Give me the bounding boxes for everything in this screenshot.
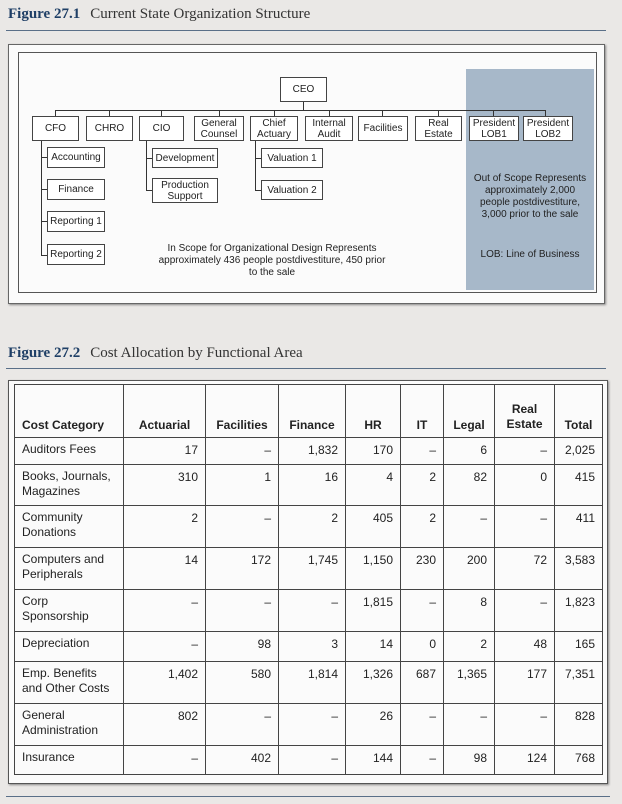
value-cell: 1,365 [444, 662, 495, 704]
header-cell: Legal [444, 385, 495, 438]
value-cell: – [206, 704, 279, 746]
general-counsel-box: General Counsel [194, 116, 244, 141]
table-row [15, 746, 603, 775]
cost-category-cell: Auditors Fees [15, 438, 124, 465]
value-cell: – [206, 438, 279, 465]
value-cell: – [495, 506, 555, 548]
value-cell: 14 [124, 548, 206, 590]
finance-box: Finance [47, 179, 105, 200]
value-cell: – [401, 746, 444, 775]
cost-category-cell: Corp Sponsorship [15, 590, 124, 632]
value-cell: 411 [555, 506, 603, 548]
value-cell: 415 [555, 465, 603, 506]
table-row [15, 590, 603, 632]
value-cell: 98 [206, 632, 279, 662]
value-cell: – [444, 506, 495, 548]
value-cell: – [495, 704, 555, 746]
cfo-box: CFO [32, 116, 79, 141]
value-cell: 172 [206, 548, 279, 590]
cost-allocation-table [14, 384, 603, 775]
value-cell: – [495, 590, 555, 632]
value-cell: – [401, 438, 444, 465]
valuation-1-box: Valuation 1 [261, 148, 323, 168]
cost-category-cell: Books, Journals, Magazines [15, 465, 124, 506]
value-cell: 48 [495, 632, 555, 662]
chro-box: CHRO [86, 116, 133, 141]
value-cell: 1,150 [346, 548, 401, 590]
value-cell: 0 [495, 465, 555, 506]
figure-title: Cost Allocation by Functional Area [90, 345, 303, 361]
org-chart [8, 44, 605, 304]
value-cell: – [279, 746, 346, 775]
divider [6, 796, 610, 797]
value-cell: 17 [124, 438, 206, 465]
value-cell: 580 [206, 662, 279, 704]
development-box: Development [152, 148, 218, 168]
table-row [15, 438, 603, 465]
value-cell: 124 [495, 746, 555, 775]
real-estate-box: Real Estate [415, 116, 462, 141]
value-cell: – [279, 590, 346, 632]
value-cell: 1 [206, 465, 279, 506]
president-lob2-box: President LOB2 [523, 116, 573, 141]
header-cell: Total [555, 385, 603, 438]
header-cell: Actuarial [124, 385, 206, 438]
value-cell: – [124, 632, 206, 662]
value-cell: 1,326 [346, 662, 401, 704]
table-row [15, 704, 603, 746]
connector [146, 141, 147, 191]
connector [55, 110, 545, 111]
cio-box: CIO [139, 116, 184, 141]
facilities-box: Facilities [358, 116, 408, 141]
value-cell: 1,402 [124, 662, 206, 704]
connector [303, 102, 304, 110]
table-header-row [15, 385, 603, 438]
ceo-box: CEO [280, 77, 327, 102]
value-cell: 405 [346, 506, 401, 548]
value-cell: 402 [206, 746, 279, 775]
value-cell: – [279, 704, 346, 746]
value-cell: – [124, 746, 206, 775]
value-cell: 144 [346, 746, 401, 775]
table-row [15, 548, 603, 590]
figure-number: Figure 27.1 [8, 6, 81, 22]
value-cell: 72 [495, 548, 555, 590]
header-cell: IT [401, 385, 444, 438]
value-cell: 2 [279, 506, 346, 548]
value-cell: 1,815 [346, 590, 401, 632]
value-cell: 16 [279, 465, 346, 506]
figure-number: Figure 27.2 [8, 345, 81, 361]
reporting-1-box: Reporting 1 [47, 211, 105, 232]
value-cell: 2 [444, 632, 495, 662]
value-cell: 82 [444, 465, 495, 506]
reporting-2-box: Reporting 2 [47, 244, 105, 265]
value-cell: 1,745 [279, 548, 346, 590]
value-cell: 98 [444, 746, 495, 775]
value-cell: 2 [124, 506, 206, 548]
value-cell: 2 [401, 465, 444, 506]
cost-category-cell: Emp. Benefits and Other Costs [15, 662, 124, 704]
value-cell: 687 [401, 662, 444, 704]
value-cell: 828 [555, 704, 603, 746]
cost-category-cell: Community Donations [15, 506, 124, 548]
value-cell: 4 [346, 465, 401, 506]
chief-actuary-box: Chief Actuary [250, 116, 298, 141]
value-cell: 7,351 [555, 662, 603, 704]
value-cell: 2,025 [555, 438, 603, 465]
value-cell: 14 [346, 632, 401, 662]
value-cell: – [124, 590, 206, 632]
value-cell: 1,823 [555, 590, 603, 632]
valuation-2-box: Valuation 2 [261, 180, 323, 200]
divider [6, 368, 606, 369]
value-cell: – [495, 438, 555, 465]
figure-27-1-caption [8, 6, 310, 23]
value-cell: 177 [495, 662, 555, 704]
value-cell: 1,832 [279, 438, 346, 465]
figure-title: Current State Organization Structure [90, 6, 311, 22]
value-cell: – [206, 506, 279, 548]
value-cell: 230 [401, 548, 444, 590]
value-cell: 2 [401, 506, 444, 548]
header-cell: Cost Category [15, 385, 124, 438]
value-cell: 0 [401, 632, 444, 662]
cost-category-cell: Insurance [15, 746, 124, 775]
lob-note: LOB: Line of Business [480, 249, 580, 260]
table-row [15, 632, 603, 662]
figure-27-2-caption [8, 345, 303, 362]
out-of-scope-note: Out of Scope Represents approximately 2,000 people postdivestiture, 3,000 prior to the sale [473, 173, 587, 220]
accounting-box: Accounting [47, 147, 105, 168]
value-cell: 6 [444, 438, 495, 465]
value-cell: 768 [555, 746, 603, 775]
value-cell: 310 [124, 465, 206, 506]
value-cell: 165 [555, 632, 603, 662]
cost-category-cell: Computers and Peripherals [15, 548, 124, 590]
cost-category-cell: Depreciation [15, 632, 124, 662]
value-cell: 3,583 [555, 548, 603, 590]
value-cell: – [401, 590, 444, 632]
production-support-box: Production Support [152, 178, 218, 203]
connector [255, 141, 256, 191]
value-cell: 3 [279, 632, 346, 662]
value-cell: – [206, 590, 279, 632]
in-scope-note: In Scope for Organizational Design Represents approximately 436 people postdivestiture, 450 prior to the sale [158, 243, 386, 278]
president-lob1-box: President LOB1 [469, 116, 519, 141]
value-cell: 8 [444, 590, 495, 632]
value-cell: 802 [124, 704, 206, 746]
table-row [15, 465, 603, 506]
value-cell: 26 [346, 704, 401, 746]
cost-allocation-table-panel [8, 380, 608, 784]
value-cell: 170 [346, 438, 401, 465]
value-cell: 200 [444, 548, 495, 590]
value-cell: – [401, 704, 444, 746]
cost-category-cell: General Administration [15, 704, 124, 746]
value-cell: – [444, 704, 495, 746]
divider [6, 30, 606, 31]
table-row [15, 506, 603, 548]
internal-audit-box: Internal Audit [305, 116, 353, 141]
header-cell: Real Estate [495, 385, 555, 438]
header-cell: Finance [279, 385, 346, 438]
header-cell: Facilities [206, 385, 279, 438]
connector [41, 141, 42, 256]
value-cell: 1,814 [279, 662, 346, 704]
header-cell: HR [346, 385, 401, 438]
table-row [15, 662, 603, 704]
